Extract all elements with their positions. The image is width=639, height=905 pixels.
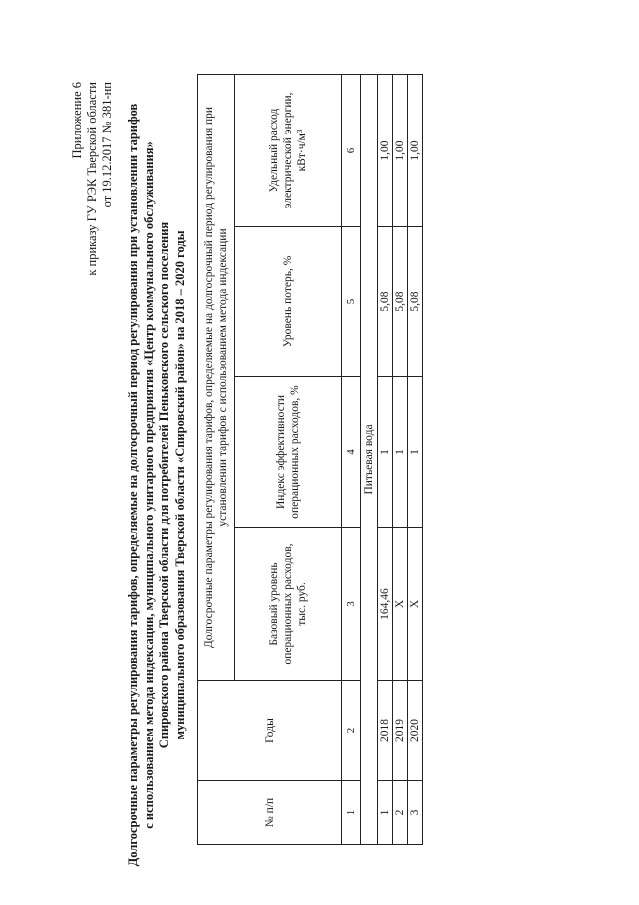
cell-energy: 1,00 — [408, 74, 423, 226]
header-group: Долгосрочные параметры регулирования тарифов, определяемые на долгосрочный период регулирования при установлении тарифов с использованием метода индексации — [198, 74, 235, 680]
column-number: 1 — [342, 781, 361, 845]
header-base-costs: Базовый уровень операционных расходов, тыс. руб. — [235, 528, 342, 681]
cell-no: 3 — [408, 781, 423, 845]
cell-year: 2018 — [378, 681, 393, 781]
section-label: Питьевая вода — [361, 74, 378, 844]
appendix-line: Приложение 6 — [70, 82, 84, 159]
cell-base: 164,46 — [378, 528, 393, 681]
column-number: 2 — [342, 681, 361, 781]
column-numbers-row — [342, 74, 361, 844]
document-title — [126, 95, 188, 875]
cell-loss: 5,08 — [408, 227, 423, 377]
cell-loss: 5,08 — [393, 227, 408, 377]
column-number: 5 — [342, 227, 361, 377]
cell-index: 1 — [378, 377, 393, 528]
cell-no: 2 — [393, 781, 408, 845]
title-line: Долгосрочные параметры регулирования тарифов, определяемые на долгосрочный период регулирования при установлении тарифов — [126, 103, 140, 867]
cell-energy: 1,00 — [378, 74, 393, 226]
header-loss-level: Уровень потерь, % — [235, 227, 342, 377]
table-row — [408, 74, 423, 844]
cell-no: 1 — [378, 781, 393, 845]
appendix-header — [70, 82, 115, 276]
section-row — [361, 74, 378, 844]
title-line: муниципального образования Тверской области «Спировский район» на 2018 – 2020 годы — [172, 230, 187, 740]
cell-energy: 1,00 — [393, 74, 408, 226]
cell-base: X — [393, 528, 408, 681]
title-line: Спировского района Тверской области для потребителей Пеньковского сельского поселения — [157, 221, 171, 749]
cell-base: X — [408, 528, 423, 681]
header-years: Годы — [198, 681, 342, 781]
table-row — [378, 74, 393, 844]
column-number: 3 — [342, 528, 361, 681]
cell-index: 1 — [408, 377, 423, 528]
table-row — [393, 74, 408, 844]
table-header-row — [198, 74, 235, 844]
cell-year: 2019 — [393, 681, 408, 781]
cell-index: 1 — [393, 377, 408, 528]
column-number: 6 — [342, 74, 361, 226]
title-line: с использованием метода индексации, муниципального унитарного предприятия «Центр коммунального обслуживания» — [141, 141, 156, 829]
appendix-line: от 19.12.2017 № 381-нп — [100, 82, 114, 208]
column-number: 4 — [342, 377, 361, 528]
cell-year: 2020 — [408, 681, 423, 781]
tariff-parameters-table — [197, 74, 423, 845]
header-efficiency-index: Индекс эффективности операционных расходов, % — [235, 377, 342, 528]
header-energy-consumption: Удельный расход электрической энергии, кВт·ч/м³ — [235, 74, 342, 226]
appendix-line: к приказу ГУ РЭК Тверской области — [85, 82, 99, 276]
header-no: № п/п — [198, 781, 342, 845]
cell-loss: 5,08 — [378, 227, 393, 377]
